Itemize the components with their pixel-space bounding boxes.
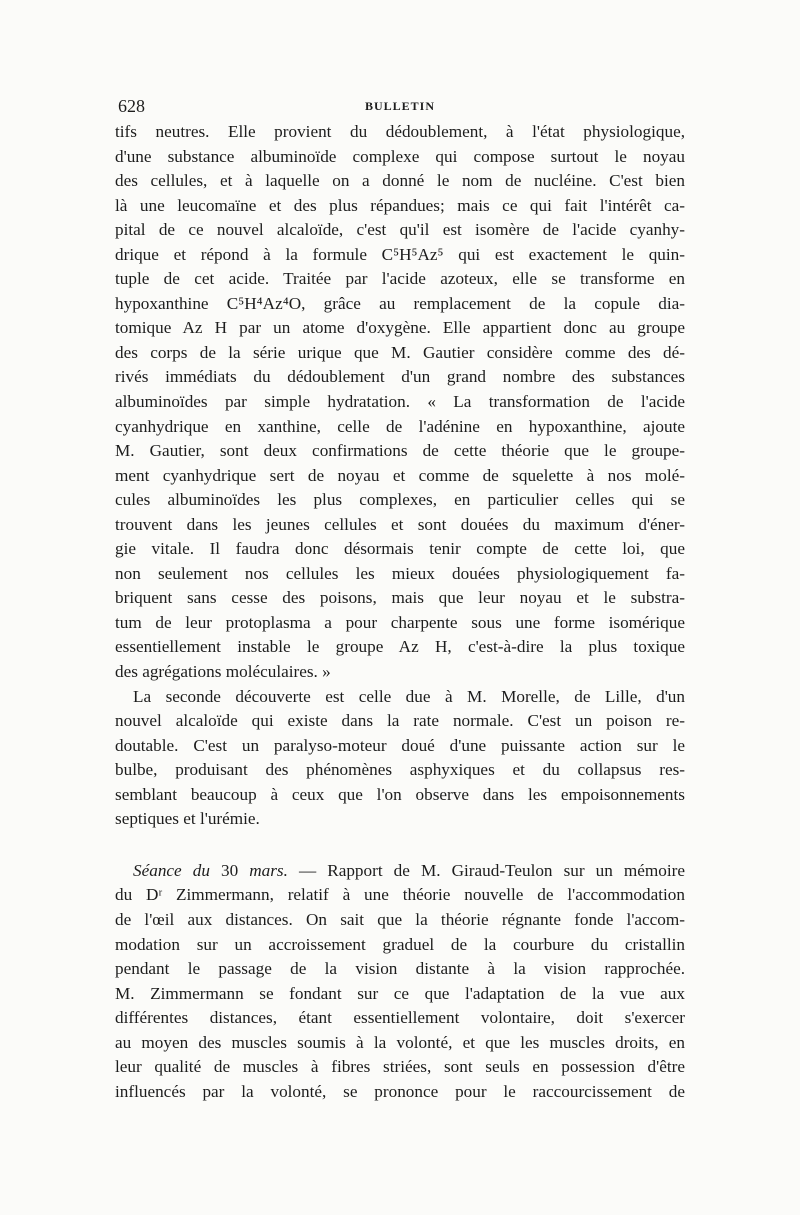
page-header <box>115 94 685 120</box>
text-line: là une leucomaïne et des plus répandues; mais ce qui fait l'intérêt ca- <box>115 195 685 215</box>
text-line: albuminoïdes par simple hydratation. « La transformation de l'acide <box>115 392 685 412</box>
text-line: cyanhydrique en xanthine, celle de l'adénine en hypoxanthine, ajoute <box>115 416 685 436</box>
text-line: du Dʳ Zimmermann, relatif à une théorie nouvelle de l'accommodation <box>115 885 685 905</box>
text-line: pital de ce nouvel alcaloïde, c'est qu'il est isomère de l'acide cyanhy- <box>115 220 685 240</box>
body-text <box>115 120 685 1104</box>
text-line: bulbe, produisant des phénomènes asphyxiques et du collapsus res- <box>115 760 685 780</box>
text-line: des agrégations moléculaires. » <box>115 662 331 682</box>
session-date-month: mars. <box>249 860 288 880</box>
text-line: essentiellement instable le groupe Az H, c'est-à-dire la plus toxique <box>115 637 685 657</box>
text-line: influencés par la volonté, se prononce pour le raccourcissement de <box>115 1081 685 1101</box>
text-line: tuple de cet acide. Traitée par l'acide azoteux, elle se transforme en <box>115 269 685 289</box>
text-line: trouvent dans les jeunes cellules et sont douées du maximum d'éner- <box>115 514 685 534</box>
text-line-rest: — Rapport de M. Giraud-Teulon sur un mémoire <box>287 860 685 880</box>
paragraph-1 <box>115 120 685 685</box>
paragraph-2 <box>115 685 685 832</box>
book-page <box>115 94 685 1104</box>
text-line: modation sur un accroissement graduel de la courbure du cristallin <box>115 934 685 954</box>
paragraph-3 <box>115 859 685 1104</box>
text-line: M. Zimmermann se fondant sur ce que l'adaptation de la vue aux <box>115 983 685 1003</box>
text-line: La seconde découverte est celle due à M. Morelle, de Lille, d'un <box>133 686 685 706</box>
text-line: tum de leur protoplasma a pour charpente sous une forme isomérique <box>115 612 685 632</box>
text-line: semblant beaucoup à ceux que l'on observe dans les empoisonnements <box>115 784 685 804</box>
text-line: septiques et l'urémie. <box>115 809 260 829</box>
text-line: des cellules, et à laquelle on a donné le nom de nucléine. C'est bien <box>115 171 685 191</box>
text-line: tomique Az H par un atome d'oxygène. Elle appartient donc au groupe <box>115 318 685 338</box>
paragraph-gap <box>115 832 685 859</box>
text-line: hypoxanthine C⁵H⁴Az⁴O, grâce au remplacement de la copule dia- <box>115 293 685 313</box>
text-line: cules albuminoïdes les plus complexes, en particulier celles qui se <box>115 490 685 510</box>
text-line: nouvel alcaloïde qui existe dans la rate normale. C'est un poison re- <box>115 711 685 731</box>
text-line: M. Gautier, sont deux confirmations de cette théorie que le groupe- <box>115 441 685 461</box>
text-line: doutable. C'est un paralyso-moteur doué d'une puissante action sur le <box>115 735 685 755</box>
text-line <box>115 859 685 884</box>
session-date-label: Séance du <box>133 860 210 880</box>
text-line: différentes distances, étant essentiellement volontaire, doit s'exercer <box>115 1008 685 1028</box>
text-line: gie vitale. Il faudra donc désormais tenir compte de cette loi, que <box>115 539 685 559</box>
text-line: rivés immédiats du dédoublement d'un grand nombre des substances <box>115 367 685 387</box>
session-date-number: 30 <box>220 860 239 880</box>
text-line: tifs neutres. Elle provient du dédoublement, à l'état physiologique, <box>115 122 685 141</box>
text-line: au moyen des muscles soumis à la volonté, et que les muscles droits, en <box>115 1032 685 1052</box>
text-line: leur qualité de muscles à fibres striées, sont seuls en possession d'être <box>115 1057 685 1077</box>
text-line: de l'œil aux distances. On sait que la théorie régnante fonde l'accom- <box>115 909 685 929</box>
running-head: BULLETIN <box>364 99 436 113</box>
text-line: drique et répond à la formule C⁵H⁵Az⁵ qui est exactement le quin- <box>115 244 685 264</box>
text-line: briquent sans cesse des poisons, mais que leur noyau et le substra- <box>115 588 685 608</box>
text-line: des corps de la série urique que M. Gautier considère comme des dé- <box>115 342 685 362</box>
text-line: ment cyanhydrique sert de noyau et comme de squelette à nos molé- <box>115 465 685 485</box>
text-line: d'une substance albuminoïde complexe qui compose surtout le noyau <box>115 146 685 166</box>
text-line: pendant le passage de la vision distante à la vision rapprochée. <box>115 959 685 979</box>
text-line: non seulement nos cellules les mieux douées physiologiquement fa- <box>115 563 685 583</box>
page-number: 628 <box>118 96 145 116</box>
